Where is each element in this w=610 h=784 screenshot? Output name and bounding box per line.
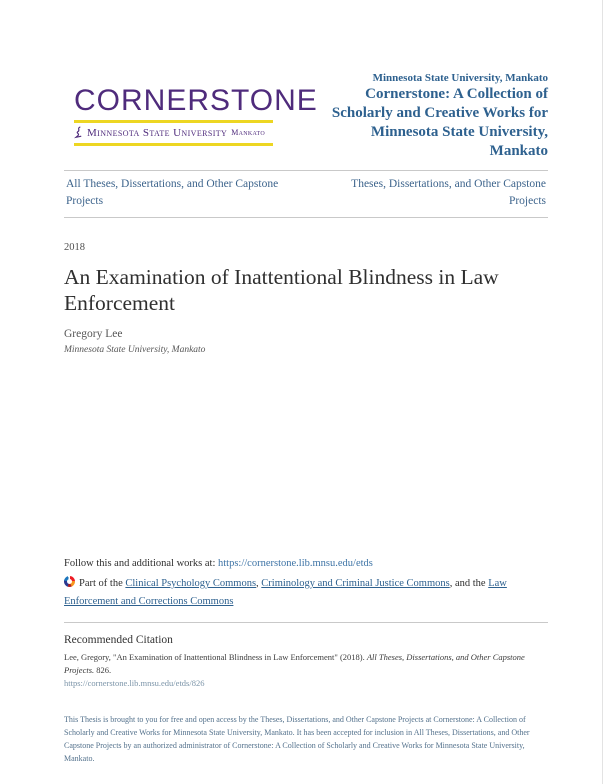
author-name: Gregory Lee <box>64 328 123 341</box>
access-statement: This Thesis is brought to you for free and open access by the Theses, Dissertations, and Other Capstone Projects at Cornerstone: A Collection of Scholarly and Creative Works for Minnesota State University, Mankato. It has been accepted for inclusion in All Theses, Dissertations, and Other Capstone Projects by an authorized administrator of Cornerstone: A Collection of Scholarly and Creative Works for Minnesota State University, Mankato. <box>64 715 530 764</box>
separator: , <box>256 578 262 590</box>
commons-link-law-enforcement[interactable]: Law Enforcement and Corrections Commons <box>64 578 507 607</box>
follow-works-url-link[interactable]: https://cornerstone.lib.mnsu.edu/etds <box>218 558 373 570</box>
citation-text <box>64 651 538 691</box>
recommended-citation-heading: Recommended Citation <box>64 633 173 646</box>
repository-title-block <box>332 68 548 161</box>
digital-commons-icon <box>64 576 75 587</box>
publication-year: 2018 <box>64 241 85 253</box>
repository-title-line: Mankato <box>489 143 548 160</box>
thesis-title: An Examination of Inattentional Blindness in Law Enforcement <box>64 264 499 315</box>
part-of-line <box>64 575 550 611</box>
commons-link-criminology[interactable]: Criminology and Criminal Justice Commons <box>261 578 450 590</box>
nav-link-all-theses[interactable]: All Theses, Dissertations, and Other Capstone Projects <box>66 178 279 208</box>
follow-works-label: Follow this and additional works at: <box>64 558 218 570</box>
logo-gold-rule-top <box>74 120 273 123</box>
citation-divider <box>64 622 548 623</box>
logo-university-text: Minnesota State University <box>87 126 228 139</box>
author-affiliation: Minnesota State University, Mankato <box>64 345 206 356</box>
commons-link-clinical-psychology[interactable]: Clinical Psychology Commons <box>125 578 257 590</box>
citation-url-link[interactable]: https://cornerstone.lib.mnsu.edu/etds/826 <box>64 678 205 689</box>
cornerstone-logo[interactable] <box>74 68 318 146</box>
repository-title-line: Scholarly and Creative Works for <box>331 105 548 122</box>
cover-page <box>64 0 548 766</box>
flame-icon <box>74 126 83 139</box>
breadcrumb-bar <box>64 170 548 218</box>
follow-works-line <box>64 558 548 569</box>
repository-title-line: Cornerstone: A Collection of <box>365 86 548 102</box>
citation-series-italic: All Theses, Dissertations, and Other Capstone Projects. <box>64 651 525 675</box>
logo-gold-rule-bottom <box>74 143 273 146</box>
logo-subline <box>74 126 318 139</box>
page-right-edge <box>602 0 603 784</box>
citation-number: 826. <box>94 664 112 675</box>
repository-title <box>332 85 548 161</box>
repository-eyebrow: Minnesota State University, Mankato <box>372 72 548 84</box>
logo-wordmark: CORNERSTONE <box>74 84 318 117</box>
separator: , and the <box>449 578 489 590</box>
header <box>64 68 548 161</box>
citation-normal: Lee, Gregory, "An Examination of Inattentional Blindness in Law Enforcement" (2018). <box>64 651 367 662</box>
nav-link-theses-collection[interactable]: Theses, Dissertations, and Other Capstone Projects <box>351 178 546 208</box>
part-of-prefix: Part of the <box>79 578 126 590</box>
logo-campus-text: Mankato <box>231 128 266 137</box>
repository-title-line: Minnesota State University, <box>370 124 548 141</box>
